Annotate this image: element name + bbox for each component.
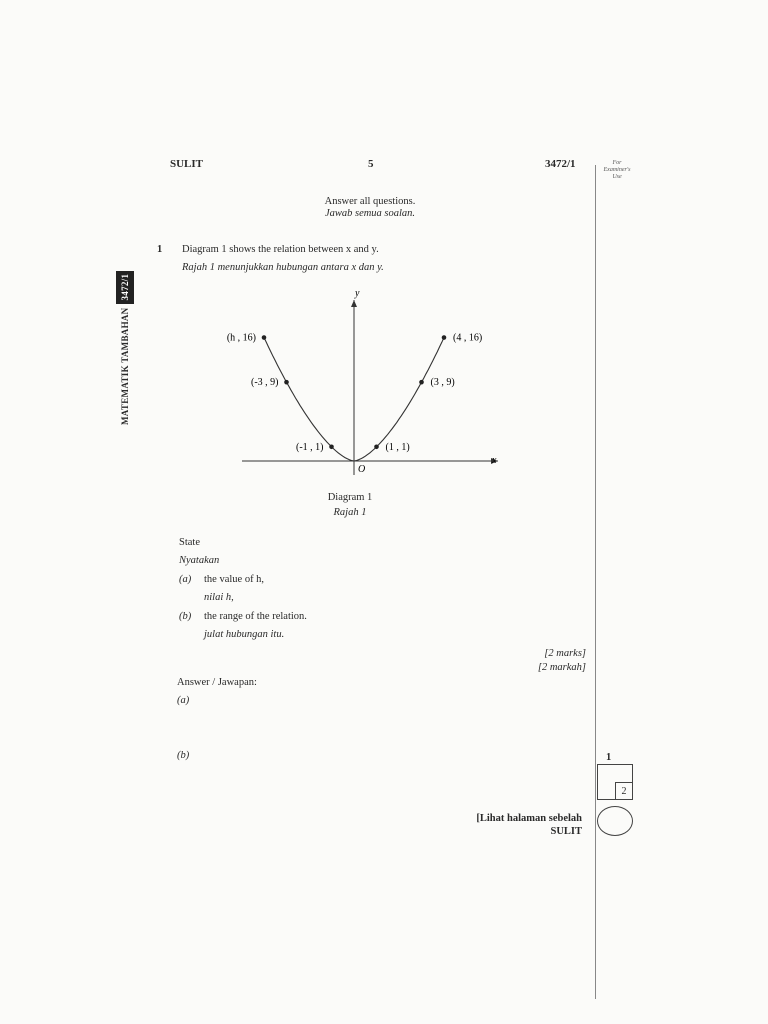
part-b-english: the range of the relation. bbox=[204, 611, 307, 622]
spine-label bbox=[112, 265, 138, 425]
part-a-label: (a) bbox=[179, 574, 192, 585]
question-stem-english: Diagram 1 shows the relation between x and y. bbox=[182, 244, 379, 255]
marks-box bbox=[597, 764, 633, 800]
examiner-margin-rule bbox=[595, 165, 596, 999]
state-malay: Nyatakan bbox=[179, 555, 220, 566]
point-label: (-3 , 9) bbox=[251, 377, 279, 389]
diagram-caption-english: Diagram 1 bbox=[327, 492, 373, 503]
spine-code: 3472/1 bbox=[116, 271, 134, 304]
part-a-malay: nilai h, bbox=[204, 592, 234, 603]
part-a-english: the value of h, bbox=[204, 574, 265, 585]
question-stem-malay: Rajah 1 menunjukkan hubungan antara x dan y. bbox=[182, 262, 384, 273]
point-label: (4 , 16) bbox=[453, 332, 483, 344]
point-label: (h , 16) bbox=[226, 332, 256, 344]
diagram-caption-malay: Rajah 1 bbox=[333, 507, 367, 518]
part-b-malay: julat hubungan itu. bbox=[204, 629, 285, 640]
point-marker bbox=[374, 445, 379, 450]
point-marker bbox=[419, 380, 424, 385]
marks-box-question-number: 1 bbox=[606, 752, 612, 763]
point-label: (-1 , 1) bbox=[296, 441, 324, 453]
point-marker bbox=[442, 335, 447, 340]
examiner-use-label: For Examiner's Use bbox=[603, 160, 631, 180]
x-axis-label: x bbox=[492, 455, 497, 466]
instruction-english: Answer all questions. bbox=[324, 196, 416, 207]
y-axis-label: y bbox=[355, 288, 360, 299]
marks-box-total: 2 bbox=[615, 782, 632, 799]
answer-part-b: (b) bbox=[177, 750, 190, 761]
part-b-label: (b) bbox=[179, 611, 192, 622]
paper-code: 3472/1 bbox=[545, 158, 576, 170]
point-label: (1 , 1) bbox=[385, 441, 410, 453]
state-english: State bbox=[179, 537, 200, 548]
point-marker bbox=[284, 380, 289, 385]
answer-label: Answer / Jawapan: bbox=[177, 677, 257, 688]
marks-english: [2 marks] bbox=[544, 648, 586, 659]
origin-label: O bbox=[358, 464, 366, 475]
page-number: 5 bbox=[368, 158, 374, 170]
point-marker bbox=[329, 445, 334, 450]
marks-malay: [2 markah] bbox=[537, 662, 586, 673]
point-label: (3 , 9) bbox=[430, 377, 455, 389]
instruction-malay: Jawab semua soalan. bbox=[324, 208, 416, 219]
point-marker bbox=[262, 335, 267, 340]
question-number: 1 bbox=[157, 244, 163, 255]
footer-turn-over: [Lihat halaman sebelah bbox=[476, 813, 582, 824]
header-sulit: SULIT bbox=[170, 158, 204, 170]
relation-diagram bbox=[200, 280, 510, 480]
answer-part-a: (a) bbox=[177, 695, 190, 706]
footer-sulit: SULIT bbox=[550, 826, 582, 837]
marks-oval bbox=[597, 806, 633, 836]
spine-subject: MATEMATIK TAMBAHAN bbox=[120, 307, 130, 425]
